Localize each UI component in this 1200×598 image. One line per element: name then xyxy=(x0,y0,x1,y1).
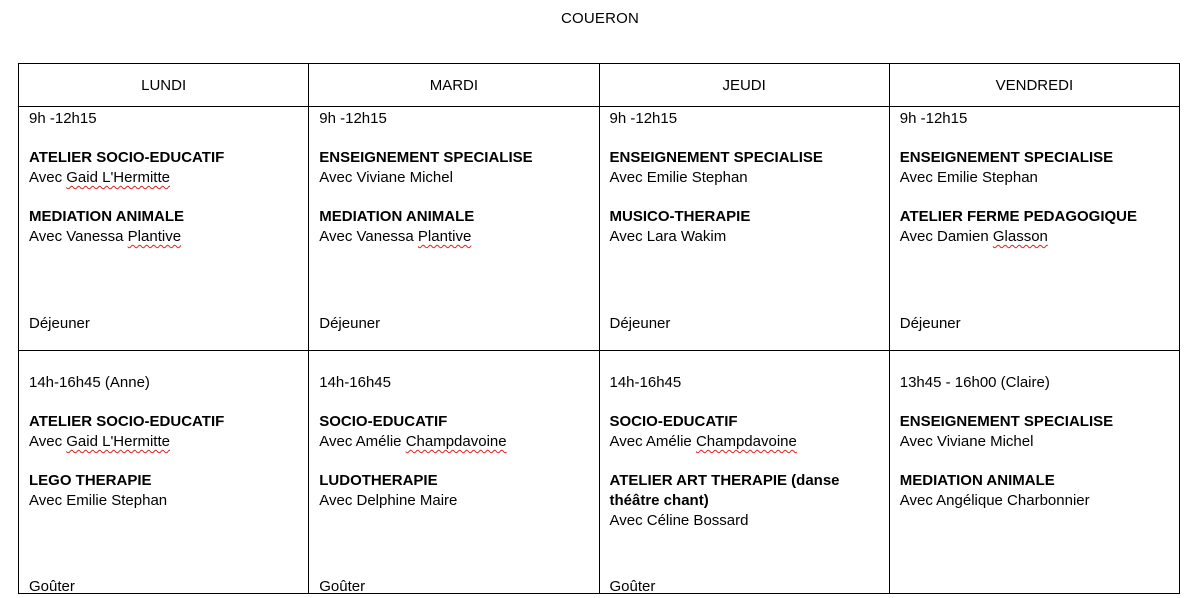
activity-instructor: Avec Vanessa Plantive xyxy=(319,228,472,245)
activity-title: MEDIATION ANIMALE xyxy=(899,472,1055,489)
day-header-vendredi: VENDREDI xyxy=(889,64,1179,107)
cell-content xyxy=(29,109,298,351)
activity xyxy=(319,148,588,188)
schedule-cell xyxy=(889,107,1179,351)
activity-title: ENSEIGNEMENT SPECIALISE xyxy=(319,149,533,166)
activity xyxy=(29,148,298,188)
activity-instructor: Avec Delphine Maire xyxy=(319,492,458,509)
schedule-cell xyxy=(599,351,889,594)
activity xyxy=(319,207,588,247)
activity-title: SOCIO-EDUCATIF xyxy=(609,413,738,430)
schedule-cell xyxy=(19,351,309,594)
document-title: COUERON xyxy=(560,10,640,27)
activity-title: ATELIER ART THERAPIE (danse théâtre chant) xyxy=(609,472,840,509)
activity-title: MEDIATION ANIMALE xyxy=(319,208,475,225)
activity-instructor: Avec Vanessa Plantive xyxy=(29,228,182,245)
activity-instructor: Avec Emilie Stephan xyxy=(899,169,1038,186)
activity xyxy=(29,412,298,452)
time-slot: 14h-16h45 (Anne) xyxy=(29,374,150,391)
time-slot: 13h45 - 16h00 (Claire) xyxy=(899,374,1050,391)
activity-instructor: Avec Damien Glasson xyxy=(899,228,1048,245)
activity xyxy=(29,471,298,511)
activity-title: ATELIER FERME PEDAGOGIQUE xyxy=(899,208,1137,225)
activity-instructor: Avec Emilie Stephan xyxy=(609,169,748,186)
cell-content xyxy=(319,109,588,351)
time-slot: 14h-16h45 xyxy=(609,374,682,391)
activity-title: ENSEIGNEMENT SPECIALISE xyxy=(899,149,1114,166)
schedule-cell xyxy=(309,107,599,351)
activity-instructor: Avec Viviane Michel xyxy=(319,169,453,186)
activity-instructor: Avec Emilie Stephan xyxy=(29,492,168,509)
activity-instructor: Avec Gaid L'Hermitte xyxy=(29,433,170,450)
cell-content xyxy=(29,373,298,594)
activity-title: MEDIATION ANIMALE xyxy=(29,208,184,225)
afternoon-row xyxy=(19,351,1180,594)
schedule-cell xyxy=(19,107,309,351)
activity-title: ATELIER SOCIO-EDUCATIF xyxy=(29,413,225,430)
activity xyxy=(610,471,879,531)
cell-content xyxy=(900,109,1169,351)
activity-instructor: Avec Gaid L'Hermitte xyxy=(29,169,170,186)
meal-label: Déjeuner xyxy=(29,315,90,332)
header-row xyxy=(19,64,1180,107)
schedule-table xyxy=(18,63,1180,594)
morning-row xyxy=(19,107,1180,351)
time-slot: 14h-16h45 xyxy=(319,374,391,391)
cell-content xyxy=(319,373,588,594)
activity-title: ATELIER SOCIO-EDUCATIF xyxy=(29,149,225,166)
meal-label: Goûter xyxy=(29,578,75,594)
activity-title: LEGO THERAPIE xyxy=(29,472,152,489)
activity xyxy=(29,207,298,247)
cell-content xyxy=(610,373,879,594)
activity-instructor: Avec Viviane Michel xyxy=(899,433,1034,450)
activity xyxy=(900,148,1169,188)
activity-instructor: Avec Amélie Champdavoine xyxy=(319,433,507,450)
meal-label: Déjeuner xyxy=(319,315,381,332)
activity xyxy=(610,148,879,188)
meal-label: Goûter xyxy=(609,578,656,594)
time-slot: 9h -12h15 xyxy=(609,110,678,127)
schedule-cell xyxy=(599,107,889,351)
time-slot: 9h -12h15 xyxy=(899,110,968,127)
schedule-cell xyxy=(889,351,1179,594)
time-slot: 9h -12h15 xyxy=(29,110,97,127)
activity xyxy=(900,412,1169,452)
meal-label: Déjeuner xyxy=(609,315,671,332)
activity xyxy=(900,471,1169,511)
cell-content xyxy=(610,109,879,351)
activity xyxy=(610,207,879,247)
activity xyxy=(319,412,588,452)
activity xyxy=(319,471,588,511)
activity-title: ENSEIGNEMENT SPECIALISE xyxy=(609,149,823,166)
activity-instructor: Avec Angélique Charbonnier xyxy=(899,492,1090,509)
meal-label: Déjeuner xyxy=(899,315,961,332)
activity xyxy=(900,207,1169,247)
activity-title: SOCIO-EDUCATIF xyxy=(319,413,448,430)
activity xyxy=(610,412,879,452)
activity-title: ENSEIGNEMENT SPECIALISE xyxy=(899,413,1114,430)
activity-title: MUSICO-THERAPIE xyxy=(609,208,751,225)
activity-instructor: Avec Amélie Champdavoine xyxy=(609,433,797,450)
activity-title: LUDOTHERAPIE xyxy=(319,472,438,489)
day-header-jeudi: JEUDI xyxy=(599,64,889,107)
meal-label: Goûter xyxy=(319,578,366,594)
activity-instructor: Avec Lara Wakim xyxy=(609,228,727,245)
time-slot: 9h -12h15 xyxy=(319,110,387,127)
activity-instructor: Avec Céline Bossard xyxy=(609,512,749,529)
cell-content xyxy=(900,373,1169,594)
schedule-cell xyxy=(309,351,599,594)
day-header-mardi: MARDI xyxy=(309,64,599,107)
day-header-lundi: LUNDI xyxy=(19,64,309,107)
